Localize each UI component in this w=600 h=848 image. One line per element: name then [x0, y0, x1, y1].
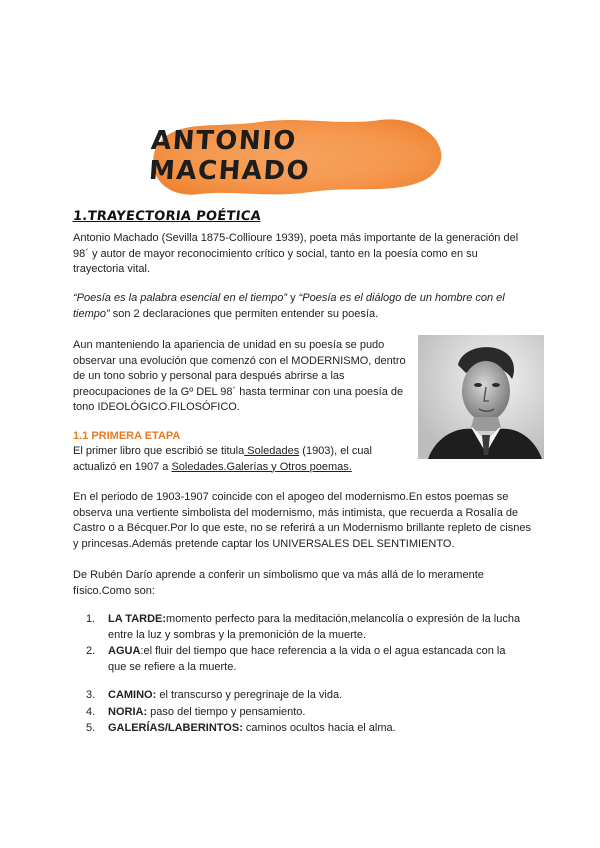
- list-number: 3.: [86, 689, 96, 701]
- list-number: 5.: [86, 722, 96, 734]
- book-soledades: Soledades: [244, 445, 300, 457]
- list-item: [86, 688, 526, 704]
- list-term: LA TARDE:: [108, 613, 167, 625]
- quote-paragraph: [73, 291, 523, 322]
- list-number: 2.: [86, 645, 96, 657]
- list-desc: paso del tiempo y pensamiento.: [147, 705, 306, 718]
- intro-paragraph: Antonio Machado (Sevilla 1875-Collioure 1939), poeta más importante de la generación del 98´ y autor de mayor reconocimiento crítico y social, tanto en la poesía como en su trayectoria vital.: [73, 232, 519, 275]
- list-desc: momento perfecto para la meditación,melancolía o expresión de la lucha entre la luz y sombras y la premonición de la muerte.: [108, 613, 521, 641]
- portrait-photo: [418, 335, 544, 459]
- list-desc: el transcurso y peregrinaje de la vida.: [156, 689, 343, 701]
- section-title: 1.TRAYECTORIA POÉTICA: [72, 209, 262, 224]
- first-stage-heading: 1.1 PRIMERA ETAPA: [73, 430, 181, 442]
- list-term: AGUA: [108, 645, 141, 657]
- list-term: CAMINO:: [108, 689, 157, 701]
- page-title: ANTONIO MACHADO: [147, 126, 312, 186]
- quote-tail: son 2 declaraciones que permiten entender su poesía.: [109, 307, 379, 320]
- first-stage-text-2: (1903), el cual actualizó en 1907 a: [73, 445, 372, 473]
- list-desc: :el fluir del tiempo que hace referencia a la vida o el agua estancada con la que se refiere a la muerte.: [108, 645, 506, 673]
- dario-paragraph: De Rubén Darío aprende a conferir un simbolismo que va más allá de lo meramente físico.Como son:: [73, 569, 484, 597]
- list-term: GALERÍAS/LABERINTOS:: [108, 722, 243, 734]
- list-item: [86, 705, 526, 721]
- symbols-list-a: [86, 612, 526, 676]
- quote-2: “Poesía es el diálogo de un hombre con el tiempo”: [73, 292, 505, 320]
- quote-1: “Poesía es la palabra esencial en el tiempo”: [73, 292, 288, 304]
- symbols-list-b: [86, 688, 526, 738]
- list-item: [86, 721, 526, 737]
- list-desc: caminos ocultos hacia el alma.: [242, 722, 396, 734]
- list-term: NORIA:: [108, 705, 148, 718]
- list-number: 4.: [86, 705, 96, 718]
- first-stage-paragraph: [73, 444, 408, 475]
- title-banner: [147, 110, 446, 202]
- list-number: 1.: [86, 613, 96, 625]
- list-item: [86, 612, 526, 643]
- period-paragraph: En el periodo de 1903-1907 coincide con el apogeo del modernismo.En estos poemas se observa una vertiente simbolista del modernismo, más intimista, que recuerda a Rosalía de Castro o a Bécquer.Por lo que este, no se referirá a un Modernismo brillante repleto de cisnes y princesas.Además pretende captar los UNIVERSALES DEL SENTIMIENTO.: [73, 491, 531, 550]
- book-soledades-galerias: Soledades.Galerías y Otros poemas.: [171, 460, 352, 473]
- quote-connector: y: [287, 292, 299, 304]
- list-item: [86, 644, 526, 675]
- first-stage-text-1: El primer libro que escribió se titula: [73, 445, 245, 457]
- unity-paragraph: Aun manteniendo la apariencia de unidad en su poesía se pudo observar una evolución que comenzó con el MODERNISMO, dentro de un tono sobrio y personal para después abrirse a las preocupaciones de la Gº DEL 98´ hasta terminar con una poesía de tono IDEOLÓGICO.FILOSÓFICO.: [73, 339, 406, 413]
